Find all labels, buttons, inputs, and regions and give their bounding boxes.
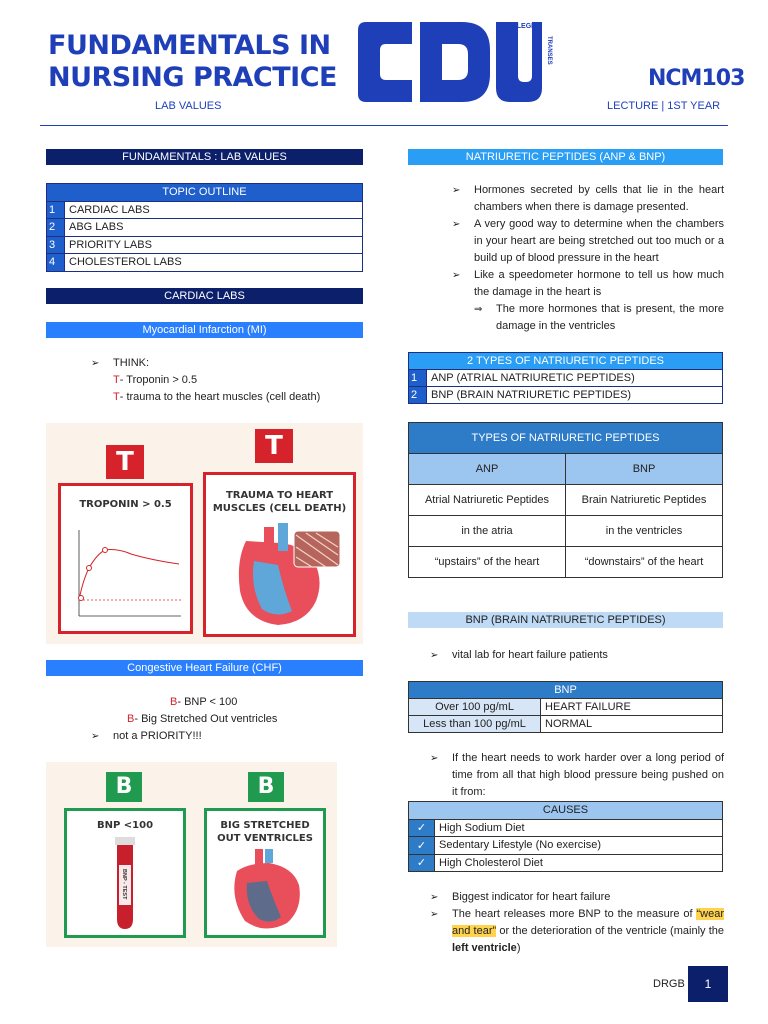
b-letter-left: B: [106, 772, 142, 802]
list-item: ➢ not a PRIORITY!!!: [91, 728, 361, 745]
arrow-bullet-icon: ➢: [452, 219, 461, 230]
troponin-label: TROPONIN > 0.5: [79, 499, 172, 510]
list-item: ➢ The heart releases more BNP to the measure of “wear and tear” or the deterioration of the ventricle (mainly the left ventricle): [430, 906, 724, 957]
np-bullet-list: [452, 182, 724, 335]
enlarged-heart-icon: [207, 849, 323, 935]
big-ventricles-label: BIG STRETCHED OUT VENTRICLES: [217, 820, 313, 844]
arrow-bullet-icon: ➢: [452, 185, 461, 196]
cdu-logo: [350, 18, 560, 106]
types-comparison-table: [408, 422, 723, 578]
arrow-bullet-icon: ➢: [430, 909, 439, 920]
course-meta: LECTURE | 1ST YEAR: [607, 100, 721, 112]
test-tube-icon: [67, 835, 183, 935]
list-item: B - Big Stretched Out ventricles: [127, 713, 278, 725]
table-row: Less than 100 pg/mL NORMAL: [409, 716, 723, 733]
logo-college-text: COLLEGE: [502, 23, 536, 30]
implies-arrow-icon: ⇒: [474, 304, 483, 315]
table-row: ✓ High Cholesterol Diet: [409, 854, 723, 872]
arrow-bullet-icon: ➢: [452, 270, 461, 281]
list-item: ➢ Biggest indicator for heart failure: [430, 889, 724, 906]
causes-table: [408, 801, 723, 872]
t-letter-left: T: [106, 445, 144, 479]
highlight: and tear”: [452, 925, 497, 937]
list-item: ⇒ The more hormones that is present, the more damage in the ventricles: [452, 301, 724, 335]
troponin-frame: [58, 483, 193, 634]
bnp-bullet-list: [430, 647, 720, 664]
final-bullet-list: [430, 889, 724, 957]
list-item: T - Troponin > 0.5: [113, 374, 198, 386]
trauma-label: TRAUMA TO HEART MUSCLES (CELL DEATH): [212, 490, 347, 514]
checkmark-icon: ✓: [409, 819, 435, 837]
table-row: 2 ABG LABS: [47, 219, 363, 237]
list-item: ➢ If the heart needs to work harder over a long period of time from all that high blood pressure being pushed on it from:: [430, 750, 724, 801]
col-bnp: BNP: [566, 454, 723, 485]
table-row: in the atria in the ventricles: [409, 516, 723, 547]
table-row: 1 ANP (ATRIAL NATRIURETIC PEPTIDES): [409, 370, 723, 387]
course-code: NCM103: [648, 66, 745, 91]
work-bullet-list: [430, 750, 724, 801]
checkmark-icon: ✓: [409, 837, 435, 855]
list-item: B - BNP < 100: [170, 696, 238, 708]
list-item: ➢ Hormones secreted by cells that lie in the heart chambers when there is damage presented.: [452, 182, 724, 216]
document-title: FUNDAMENTALS IN NURSING PRACTICE: [48, 30, 337, 93]
col-anp: ANP: [409, 454, 566, 485]
table-row: “upstairs” of the heart “downstairs” of the heart: [409, 547, 723, 578]
two-types-table: [408, 352, 723, 404]
list-item: ➢ vital lab for heart failure patients: [430, 647, 720, 664]
list-item: ➢ A very good way to determine when the chambers in your heart are being stretched out too much or a build up of blood pressure in the heart: [452, 216, 724, 267]
topic-outline-header: TOPIC OUTLINE: [47, 184, 363, 202]
topic-outline-table: [46, 183, 363, 272]
section-title-cardiac: CARDIAC LABS: [46, 288, 363, 304]
section-title-natriuretic: NATRIURETIC PEPTIDES (ANP & BNP): [408, 149, 723, 165]
mi-illustration: [46, 423, 363, 644]
arrow-bullet-icon: ➢: [91, 731, 100, 742]
bnp-label: BNP <100: [96, 820, 154, 831]
section-title-chf: Congestive Heart Failure (CHF): [46, 660, 363, 676]
t-letter-right: T: [255, 429, 293, 463]
page-number: 1: [688, 966, 728, 1002]
arrow-bullet-icon: ➢: [430, 650, 439, 661]
highlight: “wear: [696, 908, 724, 920]
chf-list: [91, 694, 361, 745]
table-row: Over 100 pg/mL HEART FAILURE: [409, 699, 723, 716]
section-title-mi: Myocardial Infarction (MI): [46, 322, 363, 338]
trauma-frame: [203, 472, 356, 637]
bnp-frame: [64, 808, 186, 938]
table-row: 4 CHOLESTEROL LABS: [47, 254, 363, 272]
mi-think-list: [91, 355, 361, 406]
header-divider: [40, 125, 728, 126]
tube-label: BNP - TEST: [121, 869, 127, 900]
list-item: ➢ THINK:: [91, 355, 361, 372]
author-initials: DRGB: [653, 978, 685, 990]
table-row: 3 PRIORITY LABS: [47, 236, 363, 254]
chf-illustration: [46, 762, 337, 947]
troponin-chart: [61, 520, 190, 630]
table-row: 2 BNP (BRAIN NATRIURETIC PEPTIDES): [409, 387, 723, 404]
table-row: 1 CARDIAC LABS: [47, 201, 363, 219]
table-row: Atrial Natriuretic Peptides Brain Natriuretic Peptides: [409, 485, 723, 516]
logo-transes-text: TRANSES: [546, 36, 552, 65]
list-item: ➢ Like a speedometer hormone to tell us how much the damage in the heart is: [452, 267, 724, 301]
checkmark-icon: ✓: [409, 854, 435, 872]
b-letter-right: B: [248, 772, 284, 802]
heart-icon: [206, 521, 353, 631]
causes-header: CAUSES: [409, 802, 723, 820]
big-ventricles-frame: [204, 808, 326, 938]
arrow-bullet-icon: ➢: [430, 753, 439, 764]
arrow-bullet-icon: ➢: [430, 892, 439, 903]
list-item: T - trauma to the heart muscles (cell death): [113, 391, 321, 403]
bnp-values-table: [408, 681, 723, 733]
table-row: ✓ Sedentary Lifestyle (No exercise): [409, 837, 723, 855]
table-row: ✓ High Sodium Diet: [409, 819, 723, 837]
document-subtitle: LAB VALUES: [155, 100, 222, 112]
two-types-header: 2 TYPES OF NATRIURETIC PEPTIDES: [409, 353, 723, 370]
bnp-table-header: BNP: [409, 682, 723, 699]
section-title-bnp: BNP (BRAIN NATRIURETIC PEPTIDES): [408, 612, 723, 628]
arrow-bullet-icon: ➢: [91, 358, 100, 369]
section-title-fundamentals: FUNDAMENTALS : LAB VALUES: [46, 149, 363, 165]
types-table-header: TYPES OF NATRIURETIC PEPTIDES: [409, 423, 723, 454]
